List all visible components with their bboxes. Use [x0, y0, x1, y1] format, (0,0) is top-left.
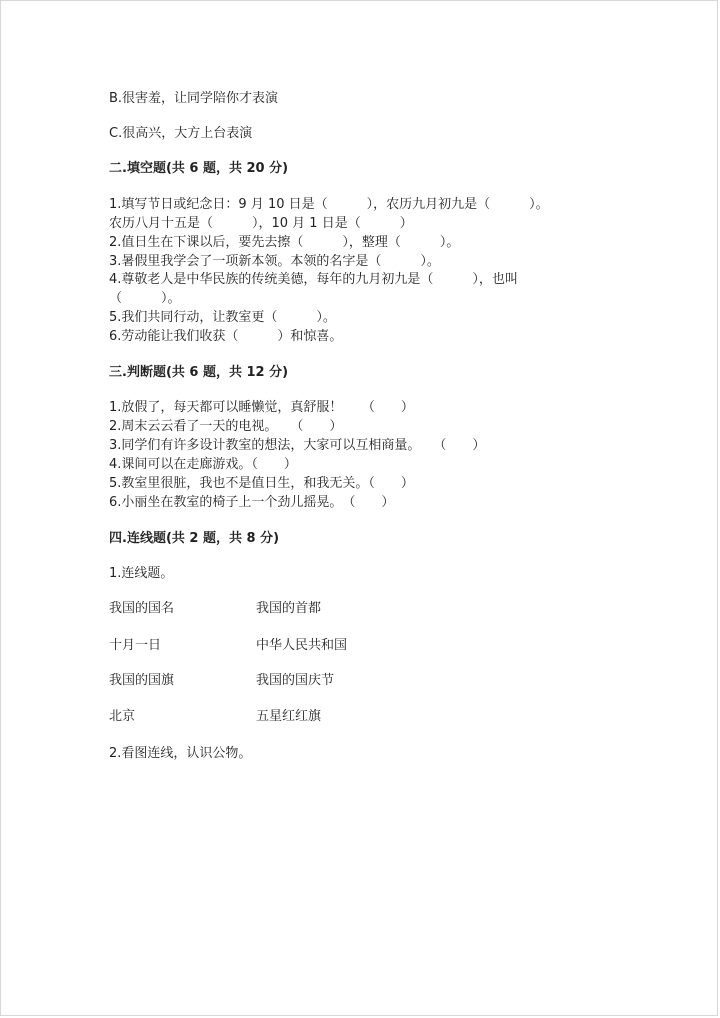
- judge-item-3: 3.同学们有许多设计教室的想法，大家可以互相商量。 （ ）: [109, 438, 486, 453]
- match-left-4: 北京: [109, 709, 136, 724]
- fill-item-1: 1.填写节日或纪念日：9 月 10 日是（ ），农历九月初九是（ ）。: [109, 197, 549, 212]
- fill-item-3: 3.暑假里我学会了一项新本领。本领的名字是（ ）。: [109, 254, 440, 269]
- fill-item-6: 6.劳动能让我们收获（ ）和惊喜。: [109, 329, 343, 344]
- option-c: C.很高兴，大方上台表演: [109, 126, 253, 141]
- match-left-1: 我国的国名: [109, 601, 175, 616]
- fill-item-5: 5.我们共同行动，让教室更（ ）。: [109, 310, 336, 325]
- section-4-title: 四.连线题(共 2 题，共 8 分): [109, 531, 280, 546]
- section-2-title: 二.填空题(共 6 题，共 20 分): [109, 161, 289, 176]
- match-right-3: 我国的国庆节: [256, 673, 335, 688]
- fill-item-4-cont: （ ）。: [109, 291, 181, 306]
- match-right-1: 我国的首都: [256, 601, 322, 616]
- judge-item-2: 2.周末云云看了一天的电视。 （ ）: [109, 419, 343, 434]
- judge-item-4: 4.课间可以在走廊游戏。（ ）: [109, 457, 297, 472]
- fill-item-1-cont: 农历八月十五是（ ），10 月 1 日是（ ）: [109, 216, 413, 231]
- match-left-3: 我国的国旗: [109, 673, 175, 688]
- match-right-4: 五星红红旗: [256, 709, 322, 724]
- match-question-1: 1.连线题。: [109, 566, 174, 581]
- match-question-2: 2.看图连线，认识公物。: [109, 746, 252, 761]
- section-3-title: 三.判断题(共 6 题，共 12 分): [109, 365, 289, 380]
- judge-item-1: 1.放假了，每天都可以睡懒觉，真舒服！ （ ）: [109, 400, 414, 415]
- fill-item-2: 2.值日生在下课以后，要先去擦（ ），整理（ ）。: [109, 235, 460, 250]
- option-b: B.很害羞，让同学陪你才表演: [109, 91, 279, 106]
- judge-item-5: 5.教室里很脏，我也不是值日生，和我无关。（ ）: [109, 476, 414, 491]
- judge-item-6: 6.小丽坐在教室的椅子上一个劲儿摇晃。 （ ）: [109, 495, 395, 510]
- match-right-2: 中华人民共和国: [256, 638, 348, 653]
- match-left-2: 十月一日: [109, 638, 162, 653]
- fill-item-4: 4.尊敬老人是中华民族的传统美德，每年的九月初九是（ ），也叫: [109, 272, 518, 287]
